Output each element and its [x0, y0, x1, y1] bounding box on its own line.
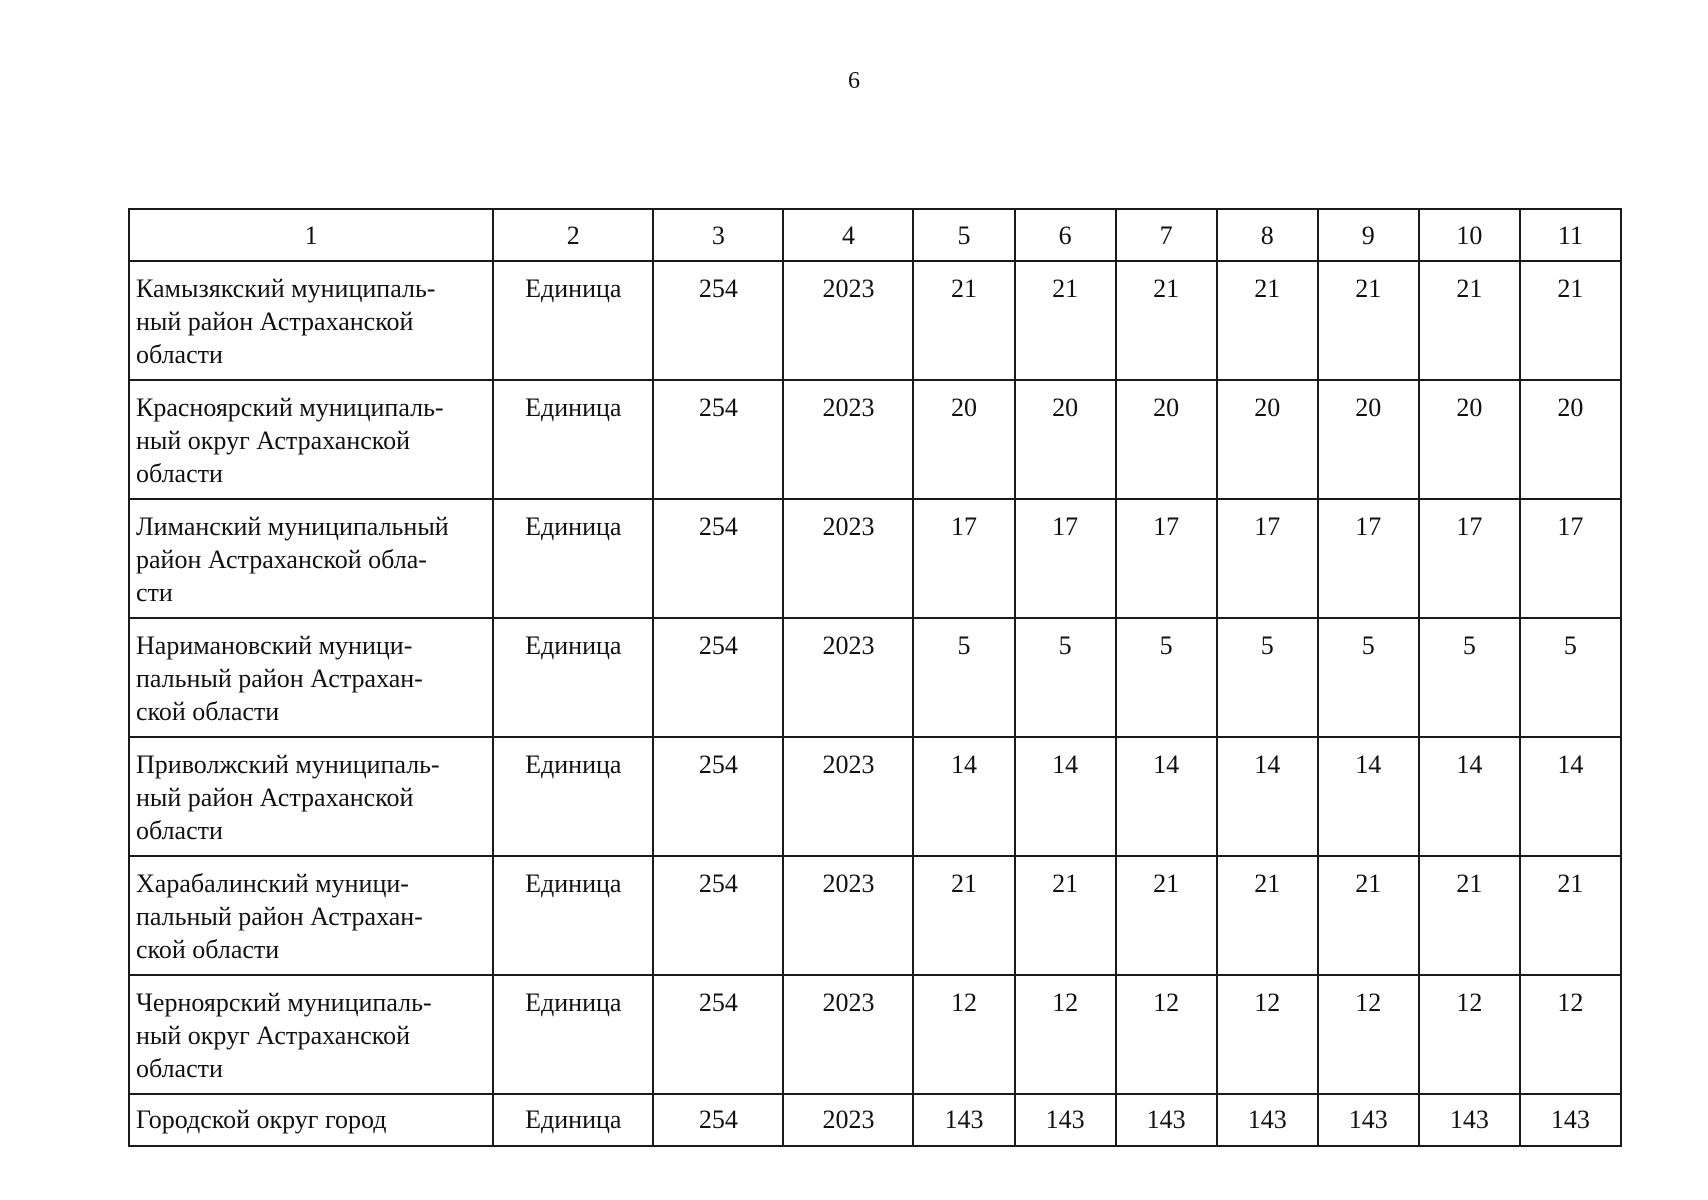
value-cell-col11: 14	[1520, 737, 1621, 856]
value-cell-col9: 20	[1318, 380, 1419, 499]
region-name-line: области	[136, 459, 223, 488]
column-header-1: 1	[129, 209, 493, 261]
region-name-line: Лиманский муниципальный	[136, 512, 449, 541]
value-cell-col5: 21	[913, 856, 1014, 975]
value-cell-col10: 14	[1419, 737, 1520, 856]
value-cell-col9: 5	[1318, 618, 1419, 737]
region-name-line: ской области	[136, 697, 280, 726]
value-cell-col5: 17	[913, 499, 1014, 618]
code-cell: 254	[653, 737, 783, 856]
value-cell-col5: 5	[913, 618, 1014, 737]
value-cell-col10: 12	[1419, 975, 1520, 1094]
value-cell-col7: 21	[1116, 261, 1217, 380]
value-cell-col11: 5	[1520, 618, 1621, 737]
code-cell: 254	[653, 261, 783, 380]
value-cell-col7: 5	[1116, 618, 1217, 737]
page-number: 6	[848, 68, 860, 94]
table-row	[129, 380, 1621, 499]
unit-cell: Единица	[493, 261, 653, 380]
value-cell-col7: 143	[1116, 1094, 1217, 1146]
value-cell-col10: 5	[1419, 618, 1520, 737]
region-name-line: Приволжский муниципаль-	[136, 750, 440, 779]
region-name-cell	[129, 1094, 493, 1146]
column-header-6: 6	[1015, 209, 1116, 261]
indicator-table	[128, 208, 1622, 1147]
column-header-9: 9	[1318, 209, 1419, 261]
unit-cell: Единица	[493, 975, 653, 1094]
region-name-line: ный район Астраханской	[136, 307, 414, 336]
value-cell-col6: 12	[1015, 975, 1116, 1094]
year-cell: 2023	[783, 618, 913, 737]
code-cell: 254	[653, 975, 783, 1094]
value-cell-col6: 14	[1015, 737, 1116, 856]
region-name-line: области	[136, 816, 223, 845]
column-header-7: 7	[1116, 209, 1217, 261]
column-header-3: 3	[653, 209, 783, 261]
value-cell-col8: 21	[1217, 261, 1318, 380]
region-name-line: Наримановский муници-	[136, 631, 413, 660]
region-name-line: пальный район Астрахан-	[136, 664, 423, 693]
value-cell-col8: 21	[1217, 856, 1318, 975]
value-cell-col6: 20	[1015, 380, 1116, 499]
region-name-line: области	[136, 340, 223, 369]
table-row	[129, 975, 1621, 1094]
value-cell-col6: 5	[1015, 618, 1116, 737]
value-cell-col9: 14	[1318, 737, 1419, 856]
value-cell-col8: 20	[1217, 380, 1318, 499]
region-name-cell	[129, 856, 493, 975]
value-cell-col7: 21	[1116, 856, 1217, 975]
value-cell-col9: 21	[1318, 856, 1419, 975]
value-cell-col8: 17	[1217, 499, 1318, 618]
year-cell: 2023	[783, 737, 913, 856]
value-cell-col10: 21	[1419, 261, 1520, 380]
region-name-line: район Астраханской обла-	[136, 545, 427, 574]
table-row	[129, 1094, 1621, 1146]
code-cell: 254	[653, 380, 783, 499]
value-cell-col11: 20	[1520, 380, 1621, 499]
year-cell: 2023	[783, 975, 913, 1094]
column-header-2: 2	[493, 209, 653, 261]
table-header	[129, 209, 1621, 261]
region-name-line: Камызякский муниципаль-	[136, 274, 436, 303]
column-header-4: 4	[783, 209, 913, 261]
region-name-line: сти	[136, 578, 173, 607]
value-cell-col5: 21	[913, 261, 1014, 380]
year-cell: 2023	[783, 856, 913, 975]
region-name-line: Городской округ город	[136, 1105, 387, 1134]
value-cell-col11: 12	[1520, 975, 1621, 1094]
value-cell-col6: 21	[1015, 261, 1116, 380]
year-cell: 2023	[783, 499, 913, 618]
region-name-line: ный округ Астраханской	[136, 1021, 411, 1050]
value-cell-col11: 21	[1520, 856, 1621, 975]
unit-cell: Единица	[493, 1094, 653, 1146]
column-header-8: 8	[1217, 209, 1318, 261]
code-cell: 254	[653, 856, 783, 975]
value-cell-col7: 20	[1116, 380, 1217, 499]
code-cell: 254	[653, 618, 783, 737]
region-name-cell	[129, 499, 493, 618]
value-cell-col9: 17	[1318, 499, 1419, 618]
year-cell: 2023	[783, 261, 913, 380]
column-header-11: 11	[1520, 209, 1621, 261]
value-cell-col9: 12	[1318, 975, 1419, 1094]
table-row	[129, 261, 1621, 380]
region-name-line: Красноярский муниципаль-	[136, 393, 444, 422]
unit-cell: Единица	[493, 618, 653, 737]
region-name-line: ской области	[136, 935, 280, 964]
code-cell: 254	[653, 499, 783, 618]
unit-cell: Единица	[493, 856, 653, 975]
table-row	[129, 856, 1621, 975]
unit-cell: Единица	[493, 499, 653, 618]
value-cell-col6: 143	[1015, 1094, 1116, 1146]
table-row	[129, 618, 1621, 737]
table-row	[129, 499, 1621, 618]
value-cell-col8: 5	[1217, 618, 1318, 737]
region-name-cell	[129, 261, 493, 380]
value-cell-col11: 21	[1520, 261, 1621, 380]
region-name-cell	[129, 737, 493, 856]
value-cell-col5: 20	[913, 380, 1014, 499]
unit-cell: Единица	[493, 737, 653, 856]
header-row	[129, 209, 1621, 261]
year-cell: 2023	[783, 380, 913, 499]
region-name-line: области	[136, 1054, 223, 1083]
value-cell-col11: 143	[1520, 1094, 1621, 1146]
value-cell-col11: 17	[1520, 499, 1621, 618]
value-cell-col10: 143	[1419, 1094, 1520, 1146]
table-row	[129, 737, 1621, 856]
value-cell-col9: 21	[1318, 261, 1419, 380]
column-header-5: 5	[913, 209, 1014, 261]
value-cell-col6: 21	[1015, 856, 1116, 975]
region-name-line: Черноярский муниципаль-	[136, 988, 432, 1017]
code-cell: 254	[653, 1094, 783, 1146]
region-name-line: пальный район Астрахан-	[136, 902, 423, 931]
region-name-line: Харабалинский муници-	[136, 869, 409, 898]
value-cell-col7: 14	[1116, 737, 1217, 856]
value-cell-col8: 143	[1217, 1094, 1318, 1146]
value-cell-col7: 17	[1116, 499, 1217, 618]
region-name-cell	[129, 975, 493, 1094]
value-cell-col8: 14	[1217, 737, 1318, 856]
column-header-10: 10	[1419, 209, 1520, 261]
region-name-line: ный район Астраханской	[136, 783, 414, 812]
region-name-line: ный округ Астраханской	[136, 426, 411, 455]
value-cell-col5: 12	[913, 975, 1014, 1094]
region-name-cell	[129, 380, 493, 499]
value-cell-col8: 12	[1217, 975, 1318, 1094]
value-cell-col5: 14	[913, 737, 1014, 856]
table-body	[129, 261, 1621, 1146]
value-cell-col10: 17	[1419, 499, 1520, 618]
value-cell-col5: 143	[913, 1094, 1014, 1146]
value-cell-col10: 21	[1419, 856, 1520, 975]
region-name-cell	[129, 618, 493, 737]
value-cell-col6: 17	[1015, 499, 1116, 618]
unit-cell: Единица	[493, 380, 653, 499]
value-cell-col9: 143	[1318, 1094, 1419, 1146]
value-cell-col7: 12	[1116, 975, 1217, 1094]
year-cell: 2023	[783, 1094, 913, 1146]
value-cell-col10: 20	[1419, 380, 1520, 499]
